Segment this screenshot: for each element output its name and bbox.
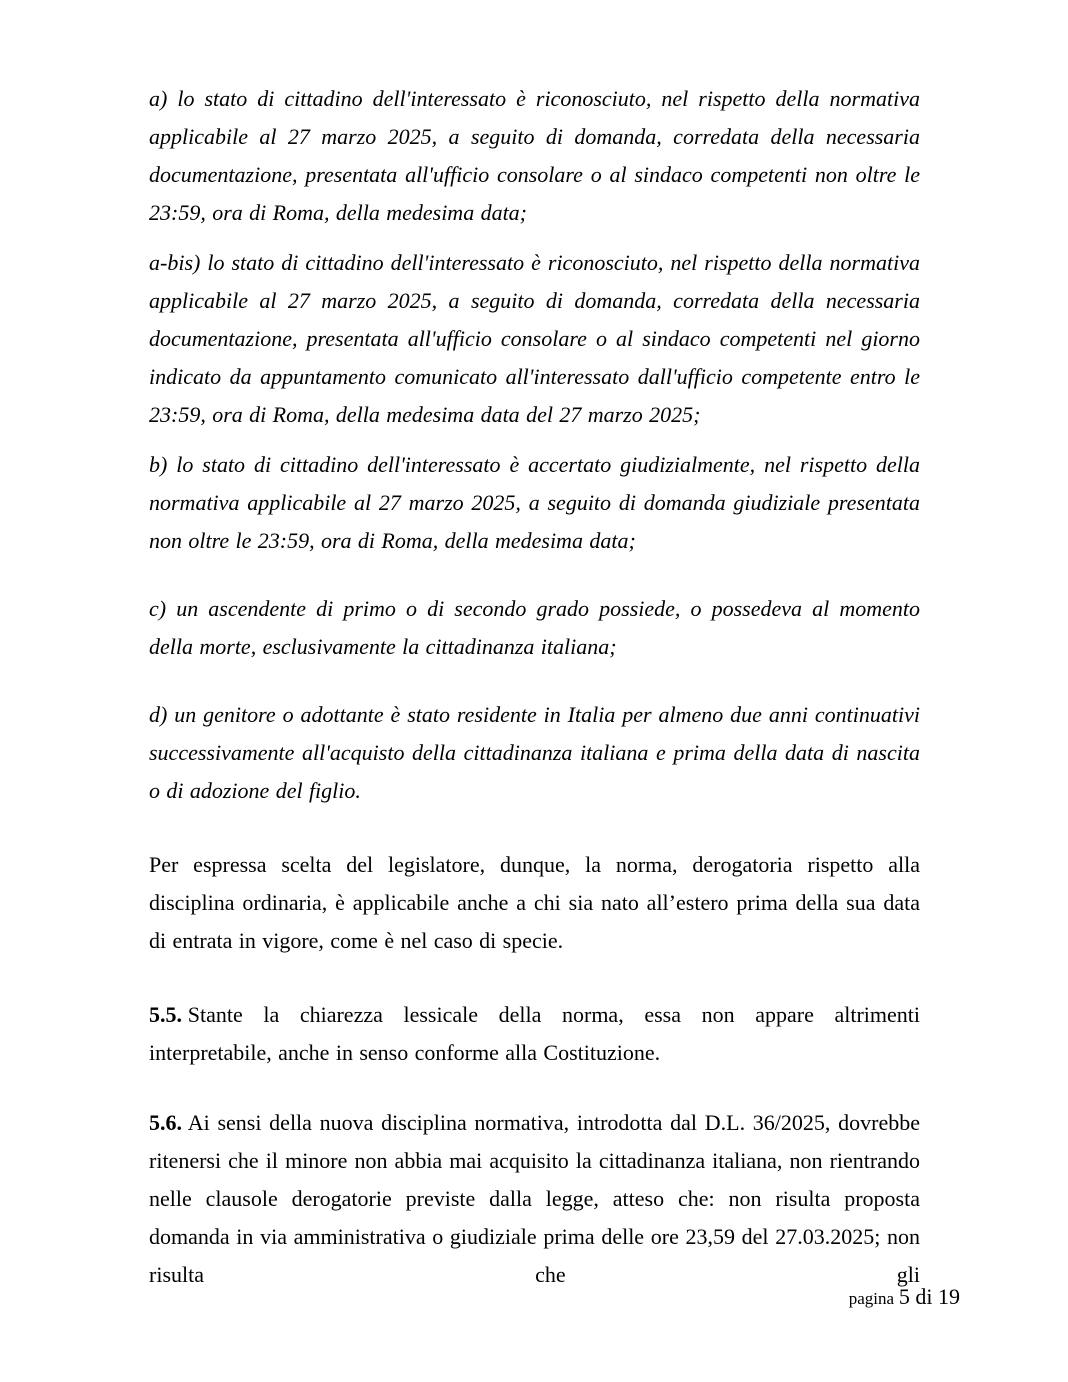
page-footer-label: pagina <box>848 1289 895 1308</box>
paragraph-c: c) un ascendente di primo o di secondo grado possiede, o possedeva al momento della morte, esclusivamente la cittadinanza italiana; <box>149 596 920 659</box>
paragraph-conclusion: Per espressa scelta del legislatore, dunque, la norma, derogatoria rispetto alla disciplina ordinaria, è applicabile anche a chi sia nato all’estero prima della sua data di entrata in vigore, come è nel caso di specie. <box>149 852 920 953</box>
section-number-5-5: 5.5. <box>149 1002 182 1027</box>
document-page <box>149 80 920 1294</box>
page-number: 5 di 19 <box>898 1284 960 1309</box>
page-footer <box>849 1282 960 1314</box>
paragraph-5-6-text: Ai sensi della nuova disciplina normativa, introdotta dal D.L. 36/2025, dovrebbe ritenersi che il minore non abbia mai acquisito la cittadinanza italiana, non rientrando nelle clausole derogatorie previste dalla legge, atteso che: non risulta proposta domanda in via amministrativa o giudiziale prima delle ore 23,59 del 27.03.2025; non risulta che gli <box>149 1110 920 1287</box>
paragraph-a-bis: a-bis) lo stato di cittadino dell'interessato è riconosciuto, nel rispetto della normativa applicabile al 27 marzo 2025, a seguito di domanda, corredata della necessaria documentazione, presentata all'ufficio consolare o al sindaco competenti nel giorno indicato da appuntamento comunicato all'interessato dall'ufficio competente entro le 23:59, ora di Roma, della medesima data del 27 marzo 2025; <box>149 250 920 427</box>
paragraph-a: a) lo stato di cittadino dell'interessato è riconosciuto, nel rispetto della normativa applicabile al 27 marzo 2025, a seguito di domanda, corredata della necessaria documentazione, presentata all'ufficio consolare o al sindaco competenti non oltre le 23:59, ora di Roma, della medesima data; <box>149 86 920 225</box>
section-number-5-6: 5.6. <box>149 1110 182 1135</box>
paragraph-b: b) lo stato di cittadino dell'interessato è accertato giudizialmente, nel rispetto della normativa applicabile al 27 marzo 2025, a seguito di domanda giudiziale presentata non oltre le 23:59, ora di Roma, della medesima data; <box>149 452 920 553</box>
paragraph-5-5-text: Stante la chiarezza lessicale della norma, essa non appare altrimenti interpretabile, anche in senso conforme alla Costituzione. <box>149 1002 920 1065</box>
paragraph-d: d) un genitore o adottante è stato residente in Italia per almeno due anni continuativi successivamente all'acquisto della cittadinanza italiana e prima della data di nascita o di adozione del figlio. <box>149 702 920 803</box>
paragraph-5-6 <box>149 1104 920 1294</box>
paragraph-5-5 <box>149 996 920 1072</box>
